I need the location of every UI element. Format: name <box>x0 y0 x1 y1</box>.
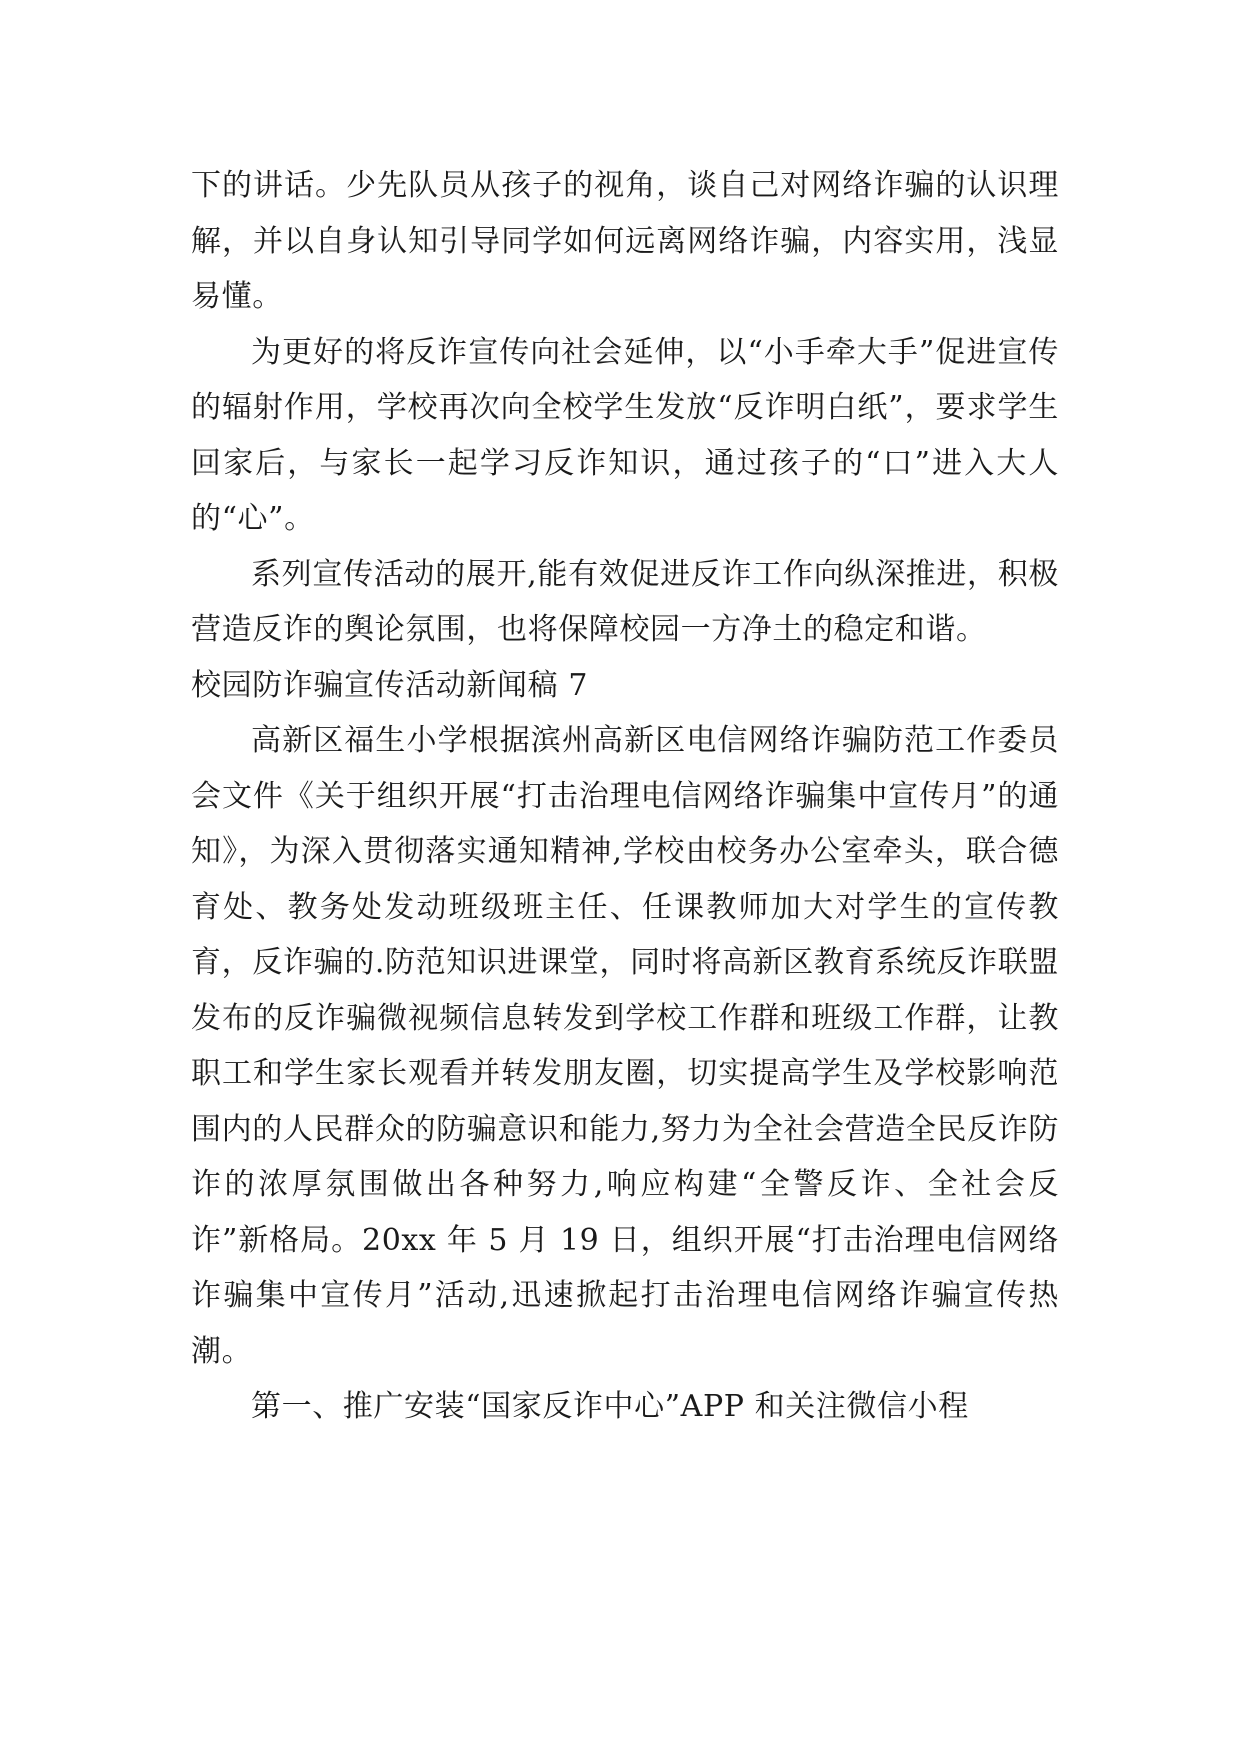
paragraph-series-activities: 系列宣传活动的展开,能有效促进反诈工作向纵深推进，积极营造反诈的舆论氛围，也将保障校园一方净土的稳定和谐。 <box>191 556 1059 647</box>
section-heading: 校园防诈骗宣传活动新闻稿 7 <box>191 667 589 703</box>
paragraph-anti-fraud-promotion: 为更好的将反诈宣传向社会延伸，以“小手牵大手”促进宣传的辐射作用，学校再次向全校学生发放“反诈明白纸”，要求学生回家后，与家长一起学习反诈知识，通过孩子的“口”进入大人的“心”。 <box>191 334 1059 536</box>
paragraph-fusheng-school: 高新区福生小学根据滨州高新区电信网络诈骗防范工作委员会文件《关于组织开展“打击治理电信网络诈骗集中宣传月”的通知》，为深入贯彻落实通知精神,学校由校务办公室牵头，联合德育处、教务处发动班级班主任、任课教师加大对学生的宣传教育，反诈骗的.防范知识进课堂，同时将高新区教育系统反诈联盟发布的反诈骗微视频信息转发到学校工作群和班级工作群，让教职工和学生家长观看并转发朋友圈，切实提高学生及学校影响范围内的人民群众的防骗意识和能力,努力为全社会营造全民反诈防诈的浓厚氛围做出各种努力,响应构建“全警反诈、全社会反诈”新格局。20xx 年 5 月 19 日，组织开展“打击治理电信网络诈骗集中宣传月”活动,迅速掀起打击治理电信网络诈骗宣传热潮。 <box>191 723 1059 1369</box>
paragraph-first-point: 第一、推广安装“国家反诈中心”APP 和关注微信小程 <box>251 1389 969 1424</box>
paragraph-continuation: 下的讲话。少先队员从孩子的视角，谈自己对网络诈骗的认识理解，并以自身认知引导同学如何远离网络诈骗，内容实用，浅显易懂。 <box>191 168 1059 314</box>
document-body <box>191 158 1059 1435</box>
